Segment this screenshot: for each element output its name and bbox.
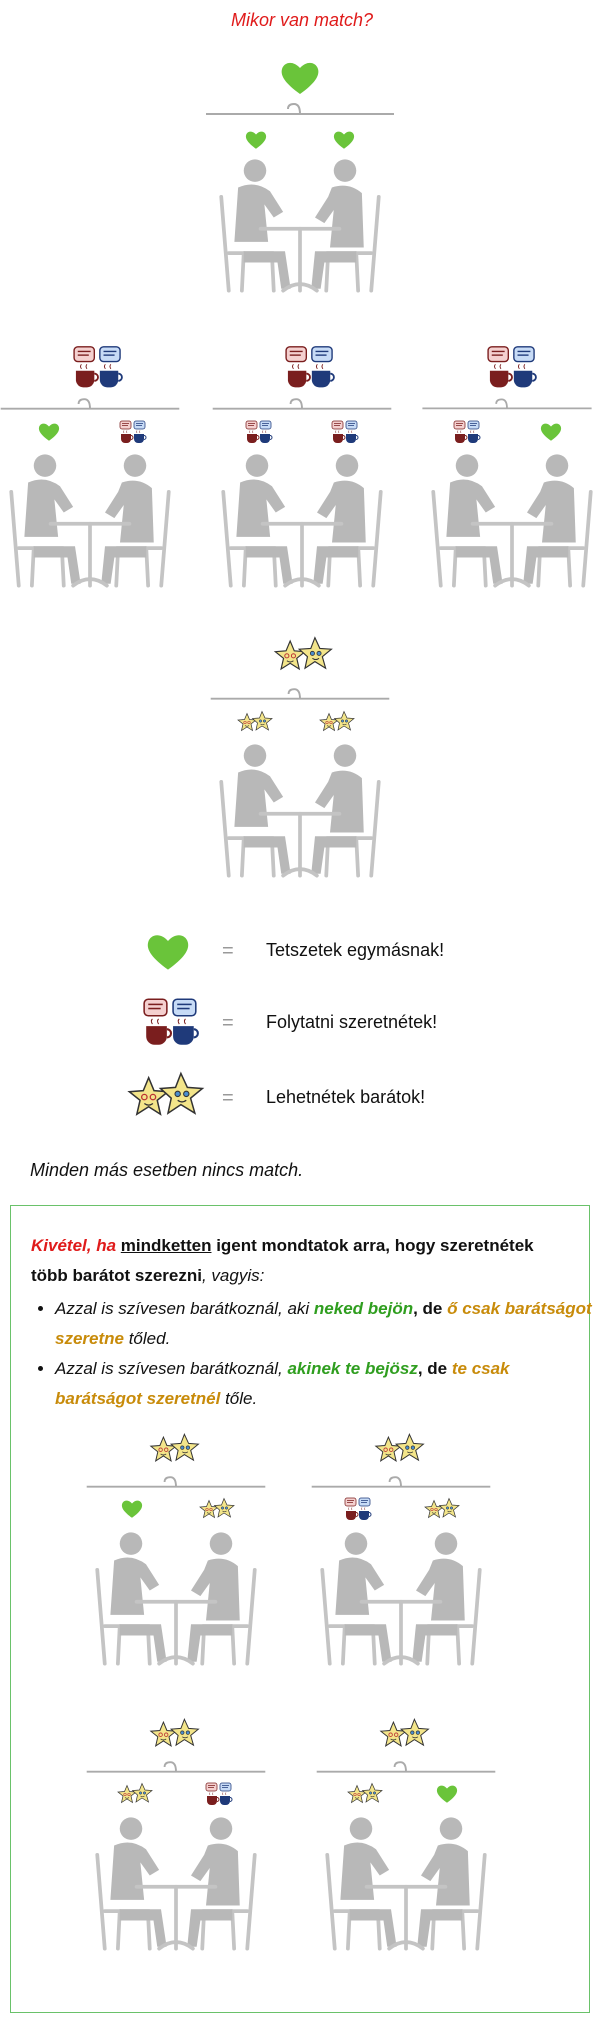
coffee-chat-icon (330, 420, 360, 445)
scene-stars-chat (86, 1716, 266, 1966)
list-text: tőle. (220, 1389, 258, 1408)
hanger-icon (311, 1758, 501, 1774)
coffee-chat-icon (118, 420, 148, 445)
list-text: tőled. (123, 1329, 171, 1348)
scene-chat-heart (422, 340, 602, 590)
scene-heart-chat (0, 340, 180, 590)
stars-icon (198, 1497, 238, 1521)
coffee-chat-icon (204, 1782, 234, 1807)
scene-match (210, 45, 390, 295)
list-text: , de (417, 1359, 452, 1378)
exception-list (31, 1294, 595, 1414)
couple-at-table-illustration (212, 445, 392, 595)
stars-icon (148, 1431, 204, 1467)
stars-icon (378, 1716, 434, 1752)
stars-icon (373, 1431, 429, 1467)
scene-heart-stars (86, 1431, 266, 1681)
exception-box (10, 1205, 590, 2013)
stars-icon (236, 710, 276, 734)
heart-icon (436, 1784, 458, 1804)
heart-icon (121, 1499, 143, 1519)
list-text: , de (413, 1299, 448, 1318)
exception-both: mindketten (120, 1236, 212, 1255)
coffee-chat-icon (282, 345, 338, 391)
hanger-icon (205, 685, 395, 701)
coffee-chat-icon (452, 420, 482, 445)
equals-sign: = (222, 1087, 234, 1109)
exception-lead: Kivétel, ha (31, 1236, 117, 1255)
coffee-chat-icon (140, 996, 202, 1050)
stars-icon (125, 1071, 211, 1121)
stars-icon (116, 1782, 156, 1806)
hanger-icon (0, 395, 185, 411)
stars-icon (423, 1497, 463, 1521)
stars-icon (272, 635, 338, 675)
scene-chat-chat (212, 340, 392, 590)
hanger-icon (81, 1758, 271, 1774)
couple-at-table-illustration (210, 735, 390, 885)
list-highlight-gold: ő csak barátságot szeretne (55, 1299, 592, 1348)
stars-icon (148, 1716, 204, 1752)
legend-text: Lehetnétek barátok! (266, 1087, 426, 1107)
list-text: Azzal is szívesen barátkoznál, aki (55, 1299, 314, 1318)
hanger-icon (81, 1473, 271, 1489)
legend-text: Tetszetek egymásnak! (266, 940, 445, 960)
stars-icon (318, 710, 358, 734)
exception-tail: , vagyis: (201, 1266, 265, 1285)
page-title: Mikor van match? (230, 10, 374, 30)
list-highlight-green: neked bejön (313, 1299, 414, 1318)
hanger-icon (200, 100, 400, 116)
hanger-icon (417, 395, 597, 411)
couple-at-table-illustration (86, 1523, 266, 1673)
no-match-note: Minden más esetben nincs match. (30, 1160, 304, 1180)
coffee-chat-icon (70, 345, 126, 391)
coffee-chat-icon (484, 345, 540, 391)
scene-friends (210, 630, 390, 880)
couple-at-table-illustration (210, 150, 390, 300)
heart-icon (333, 130, 355, 150)
heart-icon (280, 60, 320, 96)
coffee-chat-icon (343, 1497, 373, 1522)
couple-at-table-illustration (316, 1808, 496, 1958)
exception-paragraph (31, 1231, 571, 1291)
coffee-chat-icon (244, 420, 274, 445)
list-highlight-gold: te csak barátságot szeretnél (55, 1359, 510, 1408)
exception-condition: igent mondtatok arra, hogy szeretnétek több barátot szerezni (31, 1236, 534, 1285)
scene-chat-stars (311, 1431, 491, 1681)
couple-at-table-illustration (422, 445, 602, 595)
scene-stars-heart (316, 1716, 496, 1966)
stars-icon (346, 1782, 386, 1806)
hanger-icon (306, 1473, 496, 1489)
legend-text: Folytatni szeretnétek! (266, 1012, 438, 1032)
list-text: Azzal is szívesen barátkoznál, (55, 1359, 288, 1378)
couple-at-table-illustration (0, 445, 180, 595)
list-highlight-green: akinek te bejösz (287, 1359, 418, 1378)
couple-at-table-illustration (311, 1523, 491, 1673)
hanger-icon (207, 395, 397, 411)
equals-sign: = (222, 940, 234, 962)
couple-at-table-illustration (86, 1808, 266, 1958)
heart-icon (38, 422, 60, 442)
list-item (55, 1294, 595, 1354)
heart-icon (540, 422, 562, 442)
equals-sign: = (222, 1012, 234, 1034)
list-item (55, 1354, 595, 1414)
heart-icon (146, 932, 190, 972)
heart-icon (245, 130, 267, 150)
